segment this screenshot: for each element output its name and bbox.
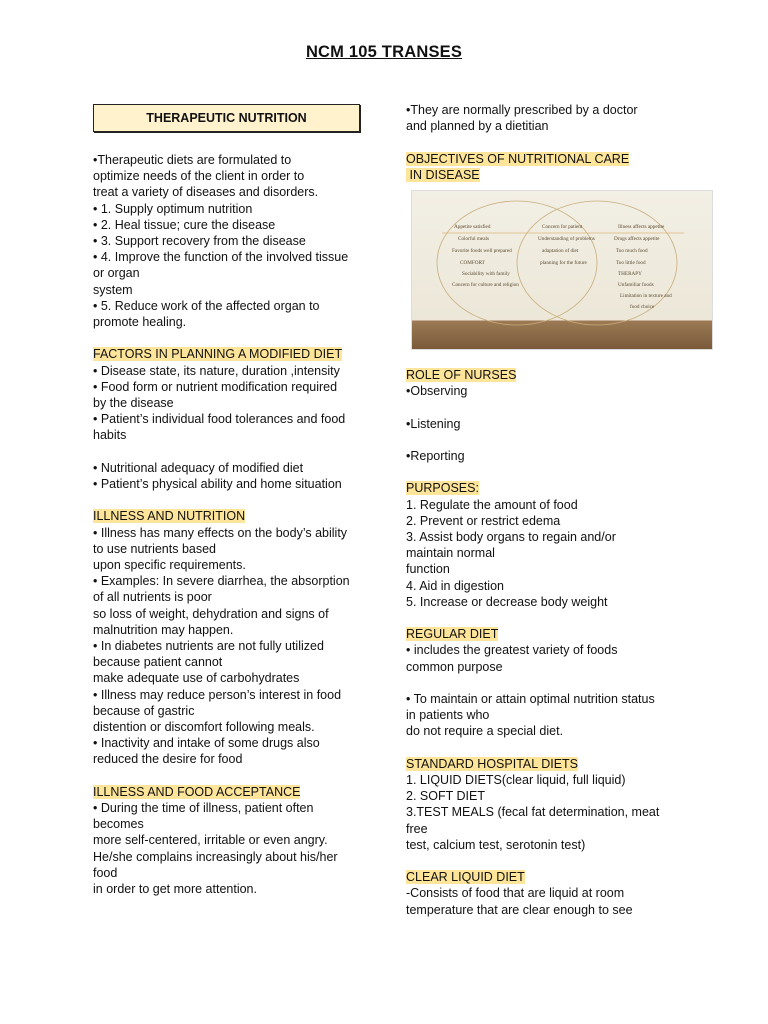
text-line: -Consists of food that are liquid at room [406,886,625,901]
text-line: 2. Prevent or restrict edema [406,513,561,528]
text-line: in patients who [406,708,490,723]
objectives-heading-cont: IN DISEASE [406,167,480,182]
standard-diets-heading: STANDARD HOSPITAL DIETS [406,756,579,771]
text-line: habits [93,428,127,443]
text-line: becomes [93,817,144,832]
text-line: function [406,562,450,577]
text-line: malnutrition may happen. [93,622,234,637]
text-line: so loss of weight, dehydration and signs of [93,606,329,621]
venn-label: Understanding of problems [538,236,595,242]
purposes-heading: PURPOSES: [406,481,479,496]
text-line: or organ [93,266,140,281]
text-line: • During the time of illness, patient often [93,801,314,816]
venn-label: COMFORT [460,260,485,266]
text-line: • Inactivity and intake of some drugs also [93,736,320,751]
venn-label: food choice [630,304,655,310]
venn-label: Unfamiliar foods [618,282,654,288]
text-line: in order to get more attention. [93,882,257,897]
text-line: 1. LIQUID DIETS(clear liquid, full liquid) [406,772,626,787]
text-line: • Nutritional adequacy of modified diet [93,460,304,475]
text-line: 2. SOFT DIET [406,789,485,804]
document-title: NCM 105 TRANSES [305,43,463,61]
text-line: •Listening [406,416,461,431]
venn-label: Colorful meals [458,236,489,242]
text-line: optimize needs of the client in order to [93,169,305,184]
text-line: 3.TEST MEALS (fecal fat determination, meat [406,805,660,820]
intro-section [93,152,365,330]
text-line: • 5. Reduce work of the affected organ to [93,298,320,313]
text-line: • To maintain or attain optimal nutrition status [406,691,655,706]
clear-liquid-heading: CLEAR LIQUID DIET [406,870,525,885]
text-line: • In diabetes nutrients are not fully utilized [93,639,324,654]
text-line: •Observing [406,384,468,399]
venn-label: Limitation in texture and [620,293,672,299]
venn-label: Too much food [616,248,648,254]
right-column [406,102,681,918]
venn-label: Illness affects appetite [618,224,665,230]
text-line: promote healing. [93,315,187,330]
venn-label: planning for the future [540,260,587,266]
text-line: • 2. Heal tissue; cure the disease [93,217,276,232]
text-line: • Disease state, its nature, duration ,intensity [93,363,340,378]
text-line: 5. Increase or decrease body weight [406,594,608,609]
text-line: • Illness may reduce person’s interest in food [93,687,342,702]
text-line: • Examples: In severe diarrhea, the absorption [93,574,350,589]
text-line: system [93,282,133,297]
text-line: • includes the greatest variety of foods [406,643,618,658]
nurses-heading: ROLE OF NURSES [406,368,517,382]
text-line: • Patient’s individual food tolerances and food [93,412,346,427]
factors-heading: FACTORS IN PLANNING A MODIFIED DIET [93,347,343,362]
text-line: 1. Regulate the amount of food [406,497,578,512]
objectives-heading: OBJECTIVES OF NUTRITIONAL CARE [406,151,630,166]
venn-label: THERAPY [618,271,642,277]
venn-label: Concern for culture and religion [452,282,519,288]
text-line: • 4. Improve the function of the involved tissue [93,250,349,265]
text-line: •They are normally prescribed by a doctor [406,103,638,117]
text-line: by the disease [93,396,174,411]
therapeutic-nutrition-heading: THERAPEUTIC NUTRITION [93,104,360,132]
text-line: free [406,821,428,836]
text-line: more self-centered, irritable or even angry. [93,833,328,848]
text-line: reduced the desire for food [93,752,243,767]
text-line: and planned by a dietitian [406,119,549,134]
text-line: • 1. Supply optimum nutrition [93,201,253,216]
venn-label: adaptation of diet [542,248,579,254]
venn-label: Appetite satisfied [454,224,491,230]
text-line: He/she complains increasingly about his/her [93,849,338,864]
venn-diagram-image [412,191,712,349]
text-line: of all nutrients is poor [93,590,212,605]
text-line: • Illness has many effects on the body’s ability [93,525,348,540]
text-line: distention or discomfort following meals. [93,720,315,735]
text-line: •Reporting [406,448,465,463]
text-line: to use nutrients based [93,541,216,556]
text-line: test, calcium test, serotonin test) [406,837,586,852]
text-line: make adequate use of carbohydrates [93,671,300,686]
illness-nutrition-heading: ILLNESS AND NUTRITION [93,509,246,524]
text-line: because patient cannot [93,655,223,670]
venn-label: Too little food [616,260,646,266]
text-line: • Patient’s physical ability and home situation [93,477,342,492]
text-line: food [93,865,118,880]
text-line: do not require a special diet. [406,724,564,739]
text-line: • Food form or nutrient modification required [93,379,338,394]
text-line: •Therapeutic diets are formulated to [93,153,292,167]
venn-label: Sociability with family [462,271,510,277]
text-line: 3. Assist body organs to regain and/or [406,529,616,544]
text-line: upon specific requirements. [93,558,246,573]
food-acceptance-heading: ILLNESS AND FOOD ACCEPTANCE [93,784,301,799]
left-column [93,100,365,897]
text-line: common purpose [406,659,503,674]
text-line: temperature that are clear enough to see [406,902,633,917]
text-line: treat a variety of diseases and disorders. [93,185,319,200]
text-line: because of gastric [93,703,195,718]
venn-label: Favorite foods well prepared [452,248,512,254]
text-line: maintain normal [406,546,495,561]
text-line: • 3. Support recovery from the disease [93,234,306,249]
text-line: 4. Aid in digestion [406,578,504,593]
regular-diet-heading: REGULAR DIET [406,627,499,642]
venn-label: Concern for patient [542,224,583,230]
venn-label: Drugs affects appetite [614,236,660,242]
